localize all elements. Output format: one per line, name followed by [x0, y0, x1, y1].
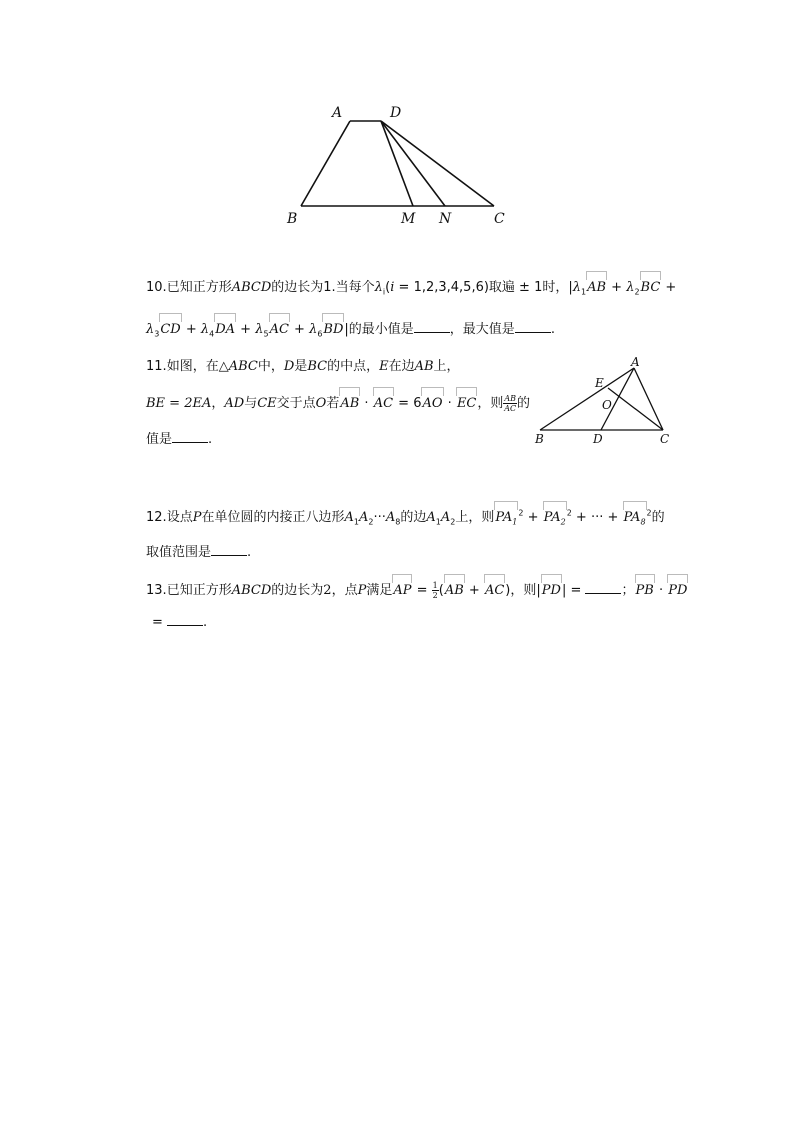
vector-cd: CD	[160, 322, 181, 337]
vector-ab: AB	[587, 280, 607, 295]
answer-blank[interactable]	[585, 583, 621, 594]
vector-pa2: $PA_2$	[543, 510, 566, 527]
trapezoid-figure	[270, 95, 530, 235]
vector-ac: AC	[269, 322, 289, 337]
label-d: D	[390, 105, 402, 121]
q11-line1: 11.如图，在△ABC中，D是BC的中点，E在边AB上，	[146, 359, 460, 374]
segment-dc	[381, 121, 494, 206]
segment-ab	[301, 121, 350, 206]
q13-line1: 13.已知正方形ABCD的边长为2，点P满足AP = $\frac{1}{2}$ (AB + AC)，则|PD| = ；PB · PD	[146, 581, 688, 600]
fraction-half: $\frac{1}{2}$	[432, 581, 438, 600]
label-d: D	[593, 432, 603, 446]
label-c: C	[660, 432, 670, 446]
q13-line2: = .	[152, 615, 208, 630]
answer-blank[interactable]	[172, 432, 208, 443]
vector-pa8: $PA_8$	[623, 510, 646, 527]
label-a: A	[631, 355, 640, 369]
label-c: C	[494, 211, 505, 227]
vector-ac: AC	[484, 583, 505, 598]
label-m: M	[401, 211, 416, 227]
answer-blank[interactable]	[211, 545, 247, 556]
answer-blank[interactable]	[515, 322, 551, 333]
q12-line2: 取值范围是 .	[146, 545, 252, 560]
label-b: B	[287, 211, 298, 227]
triangle-figure	[530, 352, 680, 448]
vector-ab: AB	[444, 583, 464, 598]
answer-blank[interactable]	[414, 322, 450, 333]
vector-pd: PD	[668, 583, 688, 598]
label-n: N	[439, 211, 452, 227]
segment-ab	[540, 368, 634, 430]
q10-line1: 10.已知正方形ABCD的边长为1.当每个$\lambda_i(i = 1,2,3,4,5,6)$取遍 ± 1时，$|\lambda_1AB + \lambda_2BC$ +	[146, 280, 677, 297]
segment-ac	[634, 368, 663, 430]
vector-ap: AP	[393, 583, 412, 598]
vector-pa1: $PA_1$	[495, 510, 518, 527]
q11-line2: BE = 2EA，AD与CE交于点O若AB · AC = 6AO · EC，则 $\frac{AB}{AC}$ 的	[146, 394, 531, 413]
answer-blank[interactable]	[167, 615, 203, 626]
vector-bc: BC	[640, 280, 661, 295]
label-b: B	[535, 432, 544, 446]
q12-line1: 12.设点P在单位圆的内接正八边形$A_1A_2\cdot\cdot\cdot A_8$的边$A_1A_2$上，则$PA_1^2 + PA_2^2$ + ··· + $PA_8^2$的	[146, 508, 665, 527]
fraction-ab-ac: $\frac{AB}{AC}$	[504, 394, 517, 413]
label-e: E	[595, 376, 604, 390]
q11-line3: 值是 .	[146, 432, 213, 447]
vector-da: DA	[215, 322, 236, 337]
q10-line2: $\lambda_3CD + \lambda_4DA + \lambda_5AC + \lambda_6BD|$的最小值是 ，最大值是 .	[146, 322, 555, 339]
vector-pb: PB	[635, 583, 654, 598]
label-a: A	[332, 105, 343, 121]
vector-pd: PD	[541, 583, 561, 598]
segment-ce	[608, 388, 663, 430]
label-o: O	[602, 398, 612, 412]
segment-dn	[381, 121, 445, 206]
vector-bd: BD	[323, 322, 344, 337]
